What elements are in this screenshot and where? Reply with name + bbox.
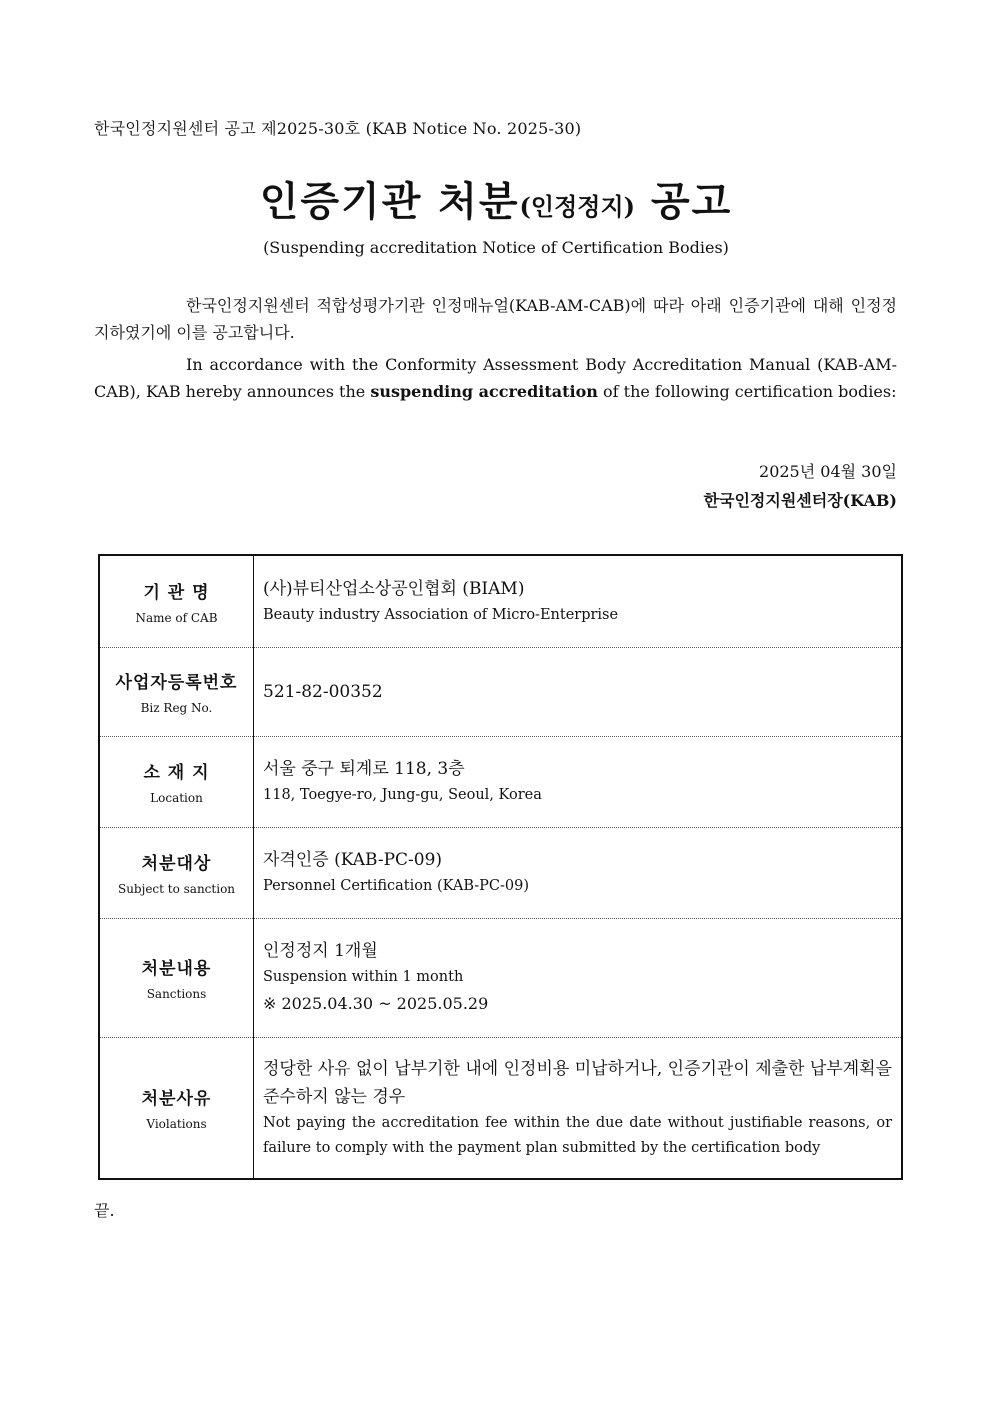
table-row	[99, 918, 902, 1037]
notice-date: 2025년 04월 30일	[759, 462, 897, 481]
label-english: Location	[150, 791, 203, 805]
label-korean: 사업자등록번호	[115, 673, 238, 693]
label-cell	[99, 736, 254, 827]
issuer-name: 한국인정지원센터장(KAB)	[703, 491, 897, 510]
english-announcement	[94, 351, 897, 405]
sanction-korean: 인정정지 1개월	[263, 941, 378, 961]
title-main: 인증기관 처분	[259, 178, 520, 225]
label-english: Subject to sanction	[117, 882, 236, 896]
label-english: Violations	[146, 1117, 207, 1132]
table-row	[99, 1037, 902, 1179]
label-korean: 처분사유	[141, 1089, 212, 1110]
label-korean: 처분대상	[141, 854, 212, 874]
notice-number: 한국인정지원센터 공고 제2025-30호 (KAB Notice No. 2025-30)	[94, 119, 582, 138]
page-subtitle: (Suspending accreditation Notice of Certification Bodies)	[263, 238, 729, 257]
label-cell	[99, 918, 254, 1037]
title-parenthetical: (인정정지)	[519, 192, 635, 221]
korean-announcement-text: 한국인정지원센터 적합성평가기관 인정매뉴얼(KAB-AM-CAB)에 따라 아래 인증기관에 대해 인정정지하였기에 이를 공고합니다.	[94, 296, 897, 342]
subject-english: Personnel Certification (KAB-PC-09)	[263, 878, 529, 894]
value-cell	[254, 1037, 903, 1179]
label-korean: 기 관 명	[143, 582, 210, 603]
table-row	[99, 736, 902, 827]
label-cell	[99, 1037, 254, 1179]
value-cell	[254, 736, 903, 827]
english-text-bold: suspending accreditation	[370, 382, 598, 401]
korean-announcement	[94, 292, 897, 346]
sanction-period: ※ 2025.04.30 ~ 2025.05.29	[263, 994, 489, 1013]
value-cell	[254, 647, 903, 736]
biz-reg-number: 521-82-00352	[263, 681, 383, 702]
label-english: Name of CAB	[135, 610, 218, 625]
table-row	[99, 647, 902, 736]
label-korean: 소 재 지	[143, 763, 210, 783]
location-english: 118, Toegye-ro, Jung-gu, Seoul, Korea	[263, 787, 542, 803]
label-english: Biz Reg No.	[140, 701, 213, 715]
subject-korean: 자격인증 (KAB-PC-09)	[263, 850, 443, 870]
label-cell	[99, 555, 254, 647]
violation-korean: 정당한 사유 없이 납부기한 내에 인정비용 미납하거나, 인증기관이 제출한 납부계획을 준수하지 않는 경우	[263, 1058, 892, 1107]
sanction-english: Suspension within 1 month	[263, 969, 464, 985]
english-text-before: In accordance with the Conformity Assessment Body Accreditation Manual (KAB-AM-CAB), KAB hereby announces the	[94, 355, 897, 401]
value-cell	[254, 918, 903, 1037]
label-cell	[99, 647, 254, 736]
violation-english: Not paying the accreditation fee within the due date without justifiable reasons, or failure to comply with the payment plan submitted by the certification body	[263, 1114, 892, 1156]
sanction-table	[98, 554, 903, 1180]
label-cell	[99, 827, 254, 918]
location-korean: 서울 중구 퇴계로 118, 3층	[263, 759, 465, 779]
cab-name-english: Beauty industry Association of Micro-Enterprise	[263, 606, 619, 623]
value-cell	[254, 555, 903, 647]
table-row	[99, 827, 902, 918]
page-title	[0, 170, 992, 227]
label-english: Sanctions	[146, 987, 207, 1001]
title-suffix: 공고	[650, 178, 733, 225]
cab-name-korean: (사)뷰티산업소상공인협회 (BIAM)	[263, 578, 525, 599]
english-text-after: of the following certification bodies:	[603, 382, 897, 401]
table-row	[99, 555, 902, 647]
label-korean: 처분내용	[141, 959, 212, 979]
end-mark: 끝.	[94, 1201, 115, 1220]
value-cell	[254, 827, 903, 918]
